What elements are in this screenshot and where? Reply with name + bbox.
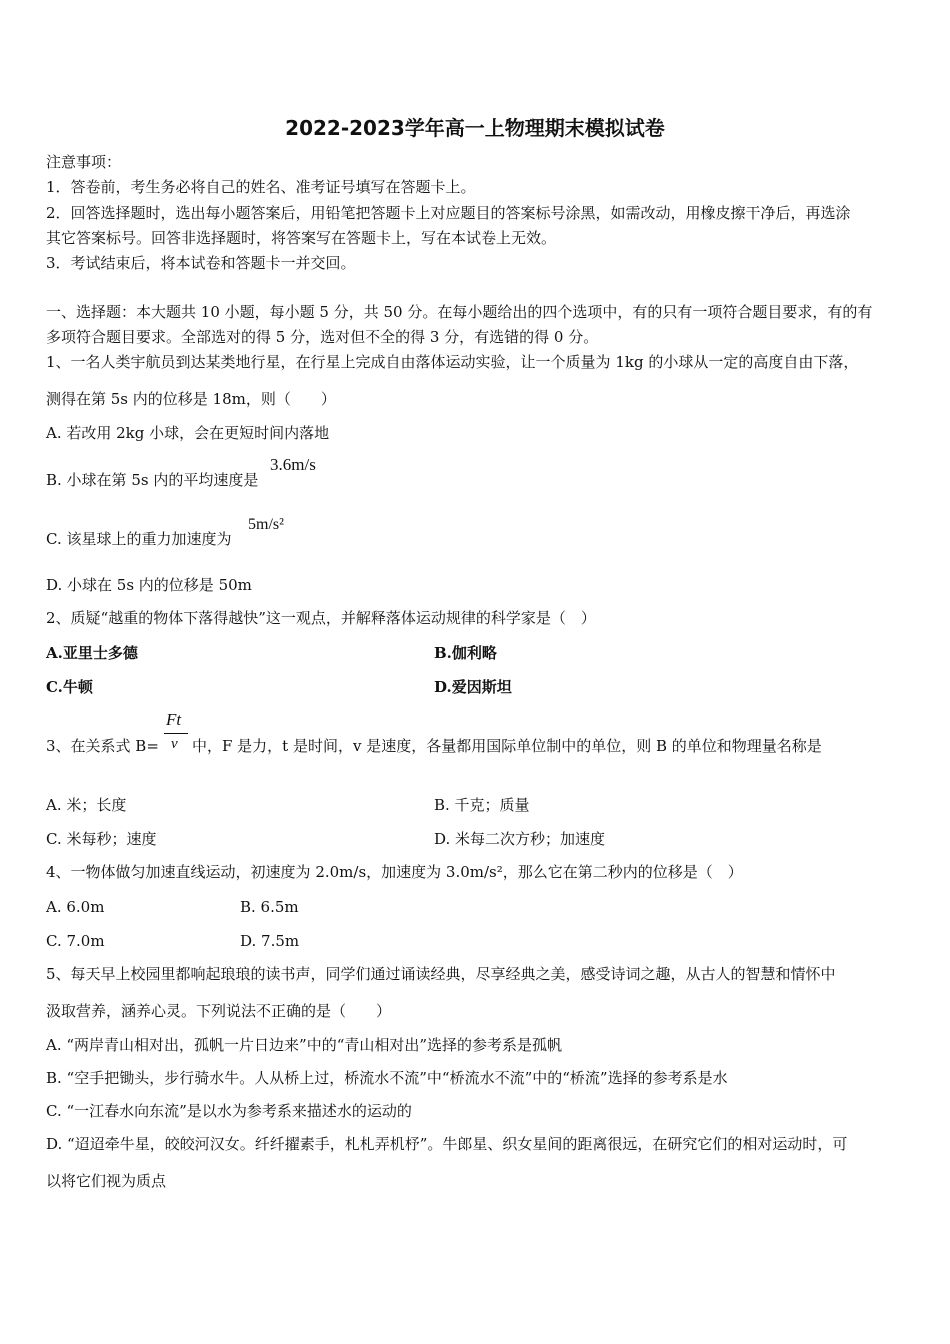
q1-option-b: B. 小球在第 5s 内的平均速度是 — [46, 471, 259, 489]
q5-option-b: B. “空手把锄头，步行骑水牛。人从桥上过，桥流水不流”中“桥流水不流”中的“桥流”选择的参考系是水 — [46, 1069, 728, 1087]
q4-option-a: A. 6.0m — [46, 898, 105, 916]
page-title: 2022-2023学年高一上物理期末模拟试卷 — [285, 116, 665, 140]
q5-stem-1: 5、每天早上校园里都响起琅琅的读书声，同学们通过诵读经典，尽享经典之美，感受诗词之趣，从古人的智慧和情怀中 — [46, 965, 836, 983]
notice-item-1: 1．答卷前，考生务必将自己的姓名、准考证号填写在答题卡上。 — [46, 178, 476, 196]
q3-fraction-bar — [164, 733, 188, 734]
q1-stem-1: 1、一名人类宇航员到达某类地行星，在行星上完成自由落体运动实验，让一个质量为 1kg 的小球从一定的高度自由下落， — [46, 353, 859, 371]
q2-option-d: D.爱因斯坦 — [434, 678, 512, 696]
q4-option-b: B. 6.5m — [240, 898, 299, 916]
q3-option-c: C. 米每秒；速度 — [46, 830, 157, 848]
notice-item-3: 3．考试结束后，将本试卷和答题卡一并交回。 — [46, 254, 356, 272]
q3-fraction-denominator: v — [171, 736, 178, 752]
notice-item-2b: 其它答案标号。回答非选择题时，将答案写在答题卡上，写在本试卷上无效。 — [46, 229, 557, 247]
q4-option-d: D. 7.5m — [240, 932, 300, 950]
notice-item-2a: 2．回答选择题时，选出每小题答案后，用铅笔把答题卡上对应题目的答案标号涂黑，如需改动，用橡皮擦干净后，再选涂 — [46, 204, 851, 222]
section-intro-2: 多项符合题目要求。全部选对的得 5 分，选对但不全的得 3 分，有选错的得 0 分。 — [46, 328, 599, 346]
q5-stem-2: 汲取营养，涵养心灵。下列说法不正确的是（ ） — [46, 1002, 392, 1020]
q5-option-d-2: 以将它们视为质点 — [46, 1172, 167, 1190]
q3-stem-post: 中，F 是力，t 是时间，v 是速度，各量都用国际单位制中的单位，则 B 的单位和物理量名称是 — [192, 737, 822, 755]
q1-option-c-math: 5m/s² — [248, 516, 284, 533]
q4-stem: 4、一物体做匀加速直线运动，初速度为 2.0m/s，加速度为 3.0m/s²，那么它在第二秒内的位移是（ ） — [46, 863, 743, 881]
q1-option-c: C. 该星球上的重力加速度为 — [46, 530, 232, 548]
q3-option-b: B. 千克；质量 — [434, 796, 530, 814]
q1-option-d: D. 小球在 5s 内的位移是 50m — [46, 576, 252, 594]
q1-option-b-math: 3.6m/s — [270, 455, 316, 474]
q2-option-c: C.牛顿 — [46, 678, 93, 696]
q5-option-a: A. “两岸青山相对出，孤帆一片日边来”中的“青山相对出”选择的参考系是孤帆 — [46, 1036, 563, 1054]
q5-option-d-1: D. “迢迢牵牛星，皎皎河汉女。纤纤擢素手，札札弄机杼”。牛郎星、织女星间的距离很远，在研究它们的相对运动时，可 — [46, 1135, 848, 1153]
section-intro-1: 一、选择题：本大题共 10 小题，每小题 5 分，共 50 分。在每小题给出的四个选项中，有的只有一项符合题目要求，有的有 — [46, 303, 873, 321]
q3-stem-pre: 3、在关系式 B= — [46, 737, 159, 755]
q3-option-d: D. 米每二次方秒；加速度 — [434, 830, 606, 848]
notice-heading: 注意事项： — [46, 153, 122, 171]
q1-option-a: A. 若改用 2kg 小球，会在更短时间内落地 — [46, 424, 330, 442]
q2-option-b: B.伽利略 — [434, 644, 497, 662]
q1-stem-2: 测得在第 5s 内的位移是 18m，则（ ） — [46, 390, 336, 408]
q2-option-a: A.亚里士多德 — [46, 644, 138, 662]
q4-option-c: C. 7.0m — [46, 932, 105, 950]
q5-option-c: C. “一江春水向东流”是以水为参考系来描述水的运动的 — [46, 1102, 412, 1120]
q3-fraction-numerator: Ft — [166, 710, 182, 729]
q2-stem: 2、质疑“越重的物体下落得越快”这一观点，并解释落体运动规律的科学家是（ ） — [46, 609, 596, 627]
q3-option-a: A. 米；长度 — [46, 796, 127, 814]
